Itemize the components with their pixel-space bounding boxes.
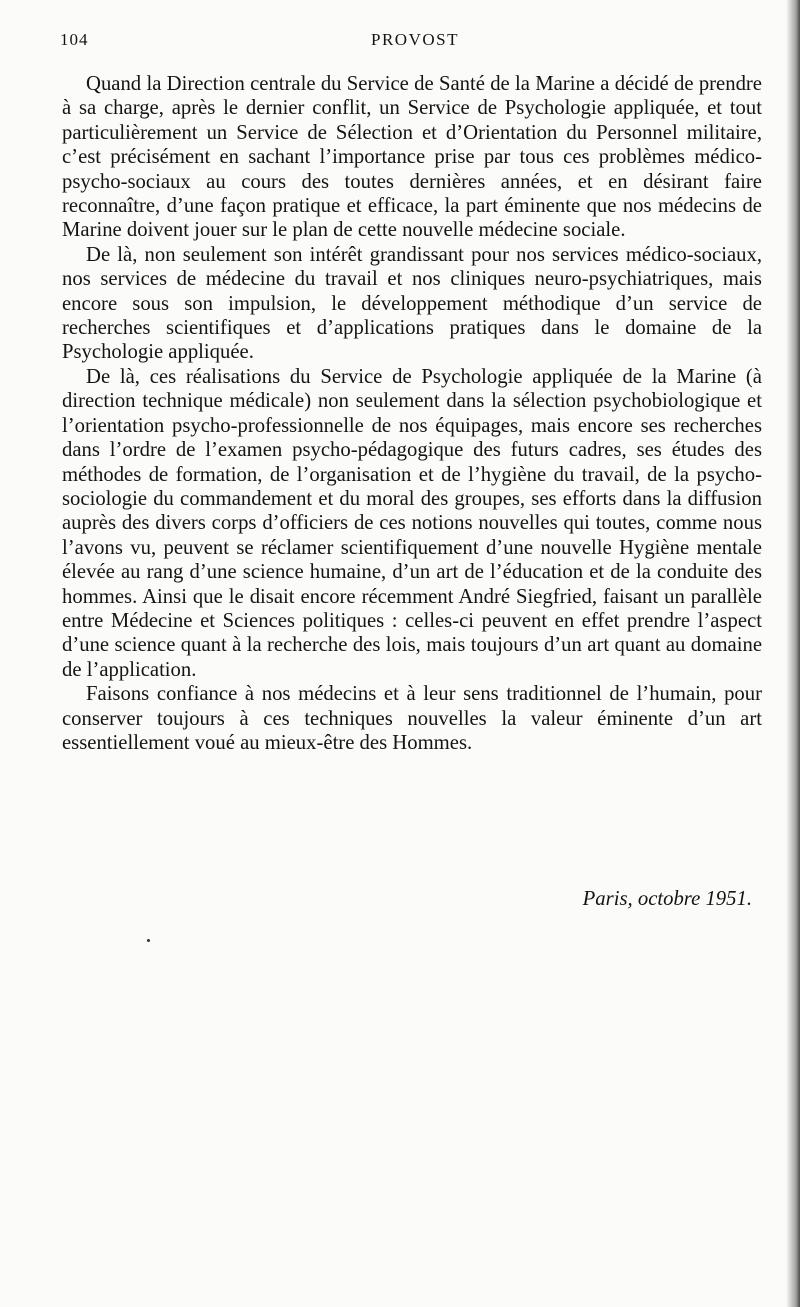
body-text: [62, 72, 762, 755]
running-title: PROVOST: [371, 30, 459, 49]
paragraph: De là, ces réalisations du Service de Psychologie appliquée de la Marine (à direction technique médicale) non seulement dans la sélection psychobiologique et l’orientation psycho-professionnelle de nos équipages, mais encore ses recherches dans l’ordre de l’examen psycho-pédagogique des futurs cadres, ses études des méthodes de formation, de l’organisation et de l’hygiène du travail, de la psycho-sociologie du commandement et du moral des groupes, ses efforts dans la diffusion auprès des divers corps d’officiers de ces notions nouvelles qui toutes, comme nous l’avons vu, peuvent se réclamer scientifiquement d’une nouvelle Hygiène mentale élevée au rang d’une science humaine, d’un art de l’éducation et de la conduite des hommes. Ainsi que le disait encore récemment André Siegfried, faisant un parallèle entre Médecine et Sciences politiques : celles-ci peuvent en effet prendre l’aspect d’une science quant à la recherche des lois, mais toujours d’un art quant au domaine de l’application.: [62, 365, 762, 681]
signature-dateline: Paris, octobre 1951.: [582, 888, 752, 910]
paragraph: Quand la Direction centrale du Service de Santé de la Marine a décidé de prendre à sa charge, après le dernier conflit, un Service de Psychologie appliquée, et tout particulièrement un Service de Sélection et d’Orientation du Personnel militaire, c’est précisément en sachant l’importance prise par tous ces problèmes médico-psycho-sociaux au cours des toutes dernières années, et en désirant faire reconnaître, d’une façon pratique et efficace, la part éminente que nos médecins de Marine doivent jouer sur le plan de cette nouvelle médecine sociale.: [62, 73, 762, 242]
paragraph: Faisons confiance à nos médecins et à leur sens traditionnel de l’humain, pour conserver toujours à ces techniques nouvelles la valeur éminente d’un art essentiellement voué au mieux-être des Hommes.: [62, 683, 762, 754]
page-number: 104: [60, 30, 89, 49]
print-speck: [147, 939, 150, 942]
running-head: [60, 30, 770, 54]
page-edge-shadow: [786, 0, 800, 1307]
paragraph: De là, non seulement son intérêt grandissant pour nos services médico-sociaux, nos services de médecine du travail et nos cliniques neuro-psychiatriques, mais encore sous son impulsion, le développement méthodique d’un service de recherches scientifiques et d’applications pratiques dans le domaine de la Psychologie appliquée.: [62, 243, 762, 364]
